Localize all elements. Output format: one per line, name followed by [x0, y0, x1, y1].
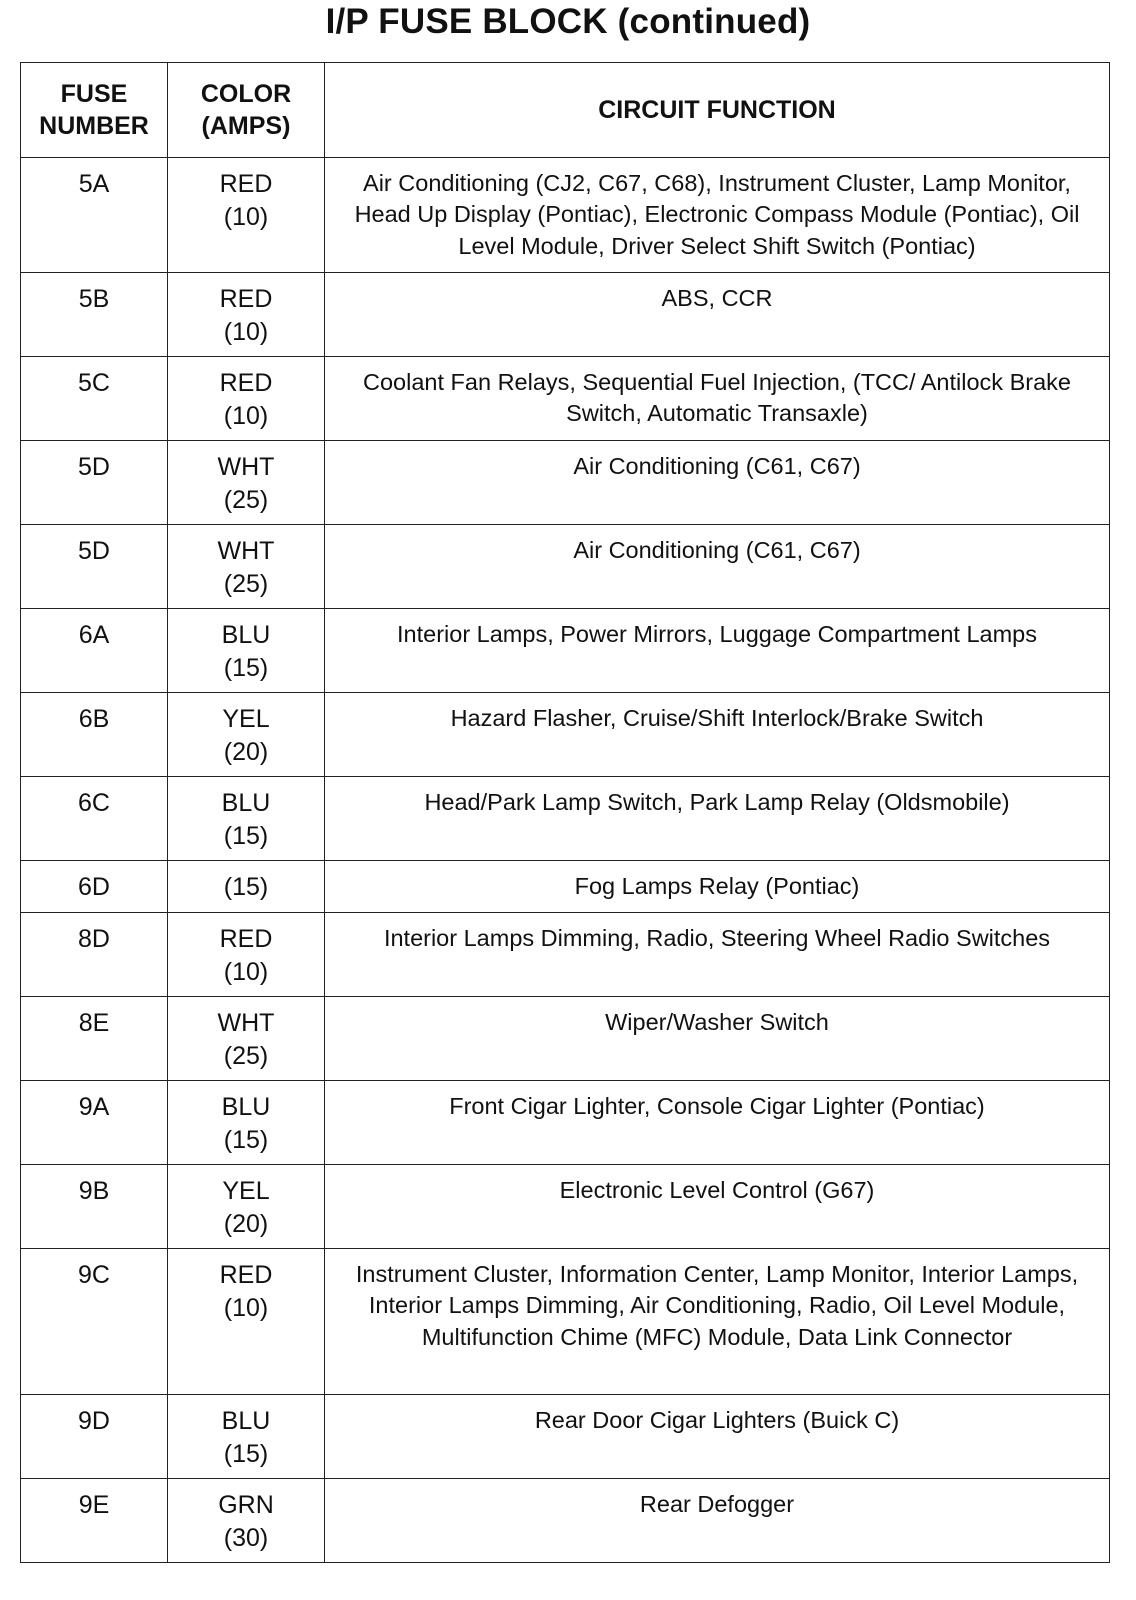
- fuse-amps: (30): [223, 1524, 269, 1553]
- table-row: [21, 777, 1110, 861]
- table-row: [21, 1249, 1110, 1395]
- circuit-function-cell: Fog Lamps Relay (Pontiac): [325, 861, 1110, 913]
- fuse-amps: (10): [223, 402, 269, 431]
- fuse-color: YEL: [222, 705, 270, 733]
- circuit-function-cell: Air Conditioning (C61, C67): [325, 525, 1110, 609]
- fuse-number-cell: 9A: [21, 1081, 168, 1165]
- fuse-number-cell: 5A: [21, 158, 168, 273]
- circuit-function-cell: Instrument Cluster, Information Center, Lamp Monitor, Interior Lamps, Interior Lamps Dimming, Air Conditioning, Radio, Oil Level Module, Multifunction Chime (MFC) Module, Data Link Connector: [325, 1249, 1110, 1395]
- fuse-amps: (15): [223, 654, 269, 683]
- header-fuse-number: [21, 63, 168, 158]
- fuse-number-cell: 9D: [21, 1395, 168, 1479]
- color-amps-cell: [168, 273, 325, 357]
- color-amps-cell: [168, 357, 325, 441]
- fuse-number-cell: 6D: [21, 861, 168, 913]
- table-row: [21, 997, 1110, 1081]
- fuse-number-cell: 8E: [21, 997, 168, 1081]
- header-fuse-number-line1: FUSE: [60, 79, 128, 108]
- fuse-color: WHT: [217, 453, 275, 481]
- color-amps-cell: [168, 997, 325, 1081]
- fuse-amps: (25): [223, 1042, 269, 1071]
- circuit-function-cell: Coolant Fan Relays, Sequential Fuel Injection, (TCC/ Antilock Brake Switch, Automatic Transaxle): [325, 357, 1110, 441]
- fuse-amps: (15): [223, 873, 269, 901]
- circuit-function-cell: Electronic Level Control (G67): [325, 1165, 1110, 1249]
- color-amps-cell: [168, 609, 325, 693]
- color-amps-cell: [168, 1479, 325, 1563]
- circuit-function-cell: Wiper/Washer Switch: [325, 997, 1110, 1081]
- table-row: [21, 357, 1110, 441]
- circuit-function-cell: Rear Door Cigar Lighters (Buick C): [325, 1395, 1110, 1479]
- fuse-color: RED: [219, 369, 273, 397]
- page-title: I/P FUSE BLOCK (continued): [325, 2, 811, 41]
- fuse-color: BLU: [221, 1093, 271, 1121]
- color-amps-cell: [168, 441, 325, 525]
- header-color: [168, 63, 325, 158]
- circuit-function-cell: ABS, CCR: [325, 273, 1110, 357]
- circuit-function-cell: Rear Defogger: [325, 1479, 1110, 1563]
- fuse-amps: (15): [223, 1126, 269, 1155]
- fuse-number-cell: 5D: [21, 441, 168, 525]
- table-row: [21, 913, 1110, 997]
- table-row: [21, 609, 1110, 693]
- table-row: [21, 1479, 1110, 1563]
- fuse-number-cell: 5D: [21, 525, 168, 609]
- fuse-amps: (15): [223, 1440, 269, 1469]
- fuse-number-cell: 5B: [21, 273, 168, 357]
- fuse-table: [20, 62, 1110, 1563]
- fuse-color: WHT: [217, 1009, 275, 1037]
- fuse-number-cell: 6C: [21, 777, 168, 861]
- fuse-color: BLU: [221, 621, 271, 649]
- circuit-function-cell: Head/Park Lamp Switch, Park Lamp Relay (Oldsmobile): [325, 777, 1110, 861]
- header-circuit-function: CIRCUIT FUNCTION: [325, 63, 1110, 158]
- fuse-color: WHT: [217, 537, 275, 565]
- table-row: [21, 1081, 1110, 1165]
- fuse-number-cell: 6A: [21, 609, 168, 693]
- circuit-function-cell: Interior Lamps Dimming, Radio, Steering Wheel Radio Switches: [325, 913, 1110, 997]
- fuse-number-cell: 9C: [21, 1249, 168, 1395]
- fuse-amps: (10): [223, 1294, 269, 1323]
- fuse-number-cell: 9B: [21, 1165, 168, 1249]
- table-header-row: [21, 63, 1110, 158]
- table-row: [21, 158, 1110, 273]
- color-amps-cell: [168, 913, 325, 997]
- circuit-function-cell: Front Cigar Lighter, Console Cigar Lighter (Pontiac): [325, 1081, 1110, 1165]
- header-fuse-number-line2: NUMBER: [39, 112, 149, 140]
- color-amps-cell: [168, 158, 325, 273]
- header-color-line2: (AMPS): [201, 112, 291, 140]
- fuse-amps: (25): [223, 570, 269, 599]
- fuse-color: BLU: [221, 1407, 271, 1435]
- fuse-number-cell: 6B: [21, 693, 168, 777]
- color-amps-cell: [168, 1395, 325, 1479]
- fuse-color: RED: [219, 170, 273, 198]
- circuit-function-cell: Air Conditioning (C61, C67): [325, 441, 1110, 525]
- circuit-function-cell: Hazard Flasher, Cruise/Shift Interlock/Brake Switch: [325, 693, 1110, 777]
- fuse-color: BLU: [221, 789, 271, 817]
- table-row: [21, 1395, 1110, 1479]
- fuse-color: GRN: [218, 1491, 274, 1519]
- fuse-amps: (15): [223, 822, 269, 851]
- circuit-function-cell: Interior Lamps, Power Mirrors, Luggage Compartment Lamps: [325, 609, 1110, 693]
- table-row: [21, 273, 1110, 357]
- table-row: [21, 693, 1110, 777]
- color-amps-cell: [168, 1249, 325, 1395]
- color-amps-cell: [168, 525, 325, 609]
- table-row: [21, 441, 1110, 525]
- fuse-amps: (20): [223, 1210, 269, 1239]
- color-amps-cell: [168, 861, 325, 913]
- fuse-color: RED: [219, 1261, 273, 1289]
- color-amps-cell: [168, 693, 325, 777]
- fuse-number-cell: 9E: [21, 1479, 168, 1563]
- fuse-amps: (10): [223, 318, 269, 347]
- fuse-amps: (10): [223, 203, 269, 232]
- header-color-line1: COLOR: [200, 79, 292, 108]
- color-amps-cell: [168, 1165, 325, 1249]
- table-row: [21, 525, 1110, 609]
- fuse-amps: (25): [223, 486, 269, 515]
- fuse-color: RED: [219, 285, 273, 313]
- fuse-number-cell: 5C: [21, 357, 168, 441]
- fuse-color: RED: [219, 925, 273, 953]
- fuse-color: YEL: [222, 1177, 270, 1205]
- color-amps-cell: [168, 1081, 325, 1165]
- table-row: [21, 861, 1110, 913]
- fuse-number-cell: 8D: [21, 913, 168, 997]
- color-amps-cell: [168, 777, 325, 861]
- circuit-function-cell: Air Conditioning (CJ2, C67, C68), Instrument Cluster, Lamp Monitor, Head Up Display (Pontiac), Electronic Compass Module (Pontiac), Oil Level Module, Driver Select Shift Switch (Pontiac): [325, 158, 1110, 273]
- fuse-amps: (20): [223, 738, 269, 767]
- table-row: [21, 1165, 1110, 1249]
- fuse-amps: (10): [223, 958, 269, 987]
